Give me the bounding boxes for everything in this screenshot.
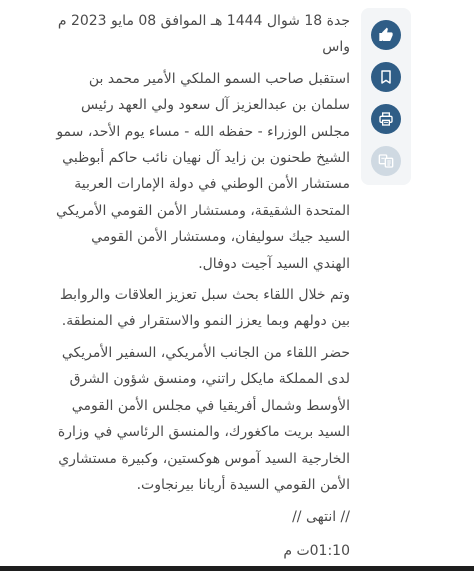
print-icon (378, 111, 394, 127)
bookmark-icon (378, 69, 394, 85)
article-paragraph: استقبل صاحب السمو الملكي الأمير محمد بن سلمان بن عبدالعزيز آل سعود ولي العهد رئيس مجلس الوزراء - حفظه الله - مساء يوم الأحد، سمو الشيخ طحنون بن زايد آل نهيان نائب حاكم أبوظبي مستشار الأمن الوطني في دولة الإمارات العربية المتحدة الشقيقة، ومستشار الأمن القومي الأمريكي السيد جيك سوليفان، ومستشار الأمن القومي الهندي السيد آجيت دوفال. (55, 70, 350, 272)
translate-icon (378, 153, 394, 169)
print-button[interactable] (371, 104, 401, 134)
article-paragraph: وتم خلال اللقاء بحث سبل تعزيز العلاقات والروابط بين دولهم وبما يعزز النمو والاستقرار في المنطقة. (59, 287, 350, 330)
article-dateline: جدة 18 شوال 1444 هـ الموافق 08 مايو 2023 م (57, 13, 350, 29)
article-time: 01:10ت م (283, 542, 350, 559)
bookmark-button[interactable] (371, 62, 401, 92)
like-button[interactable] (371, 20, 401, 50)
bottom-divider (0, 566, 474, 571)
article-body (30, 8, 350, 564)
share-sidebar (361, 8, 411, 185)
translate-button[interactable] (371, 146, 401, 176)
like-icon (378, 27, 394, 43)
news-agency: واس (322, 39, 350, 56)
article-paragraph: حضر اللقاء من الجانب الأمريكي، السفير الأمريكي لدى المملكة مايكل راتني، ومنسق شؤون الشرق الأوسط وشمال أفريقيا في مجلس الأمن القومي السيد بريت ماكغورك، والمنسق الرئاسي في وزارة الخارجية السيد آموس هوكستين، وكبيرة مستشاري الأمن القومي السيدة أريانا بيرنجاوت. (57, 344, 350, 493)
end-marker: // انتهى // (292, 509, 350, 526)
